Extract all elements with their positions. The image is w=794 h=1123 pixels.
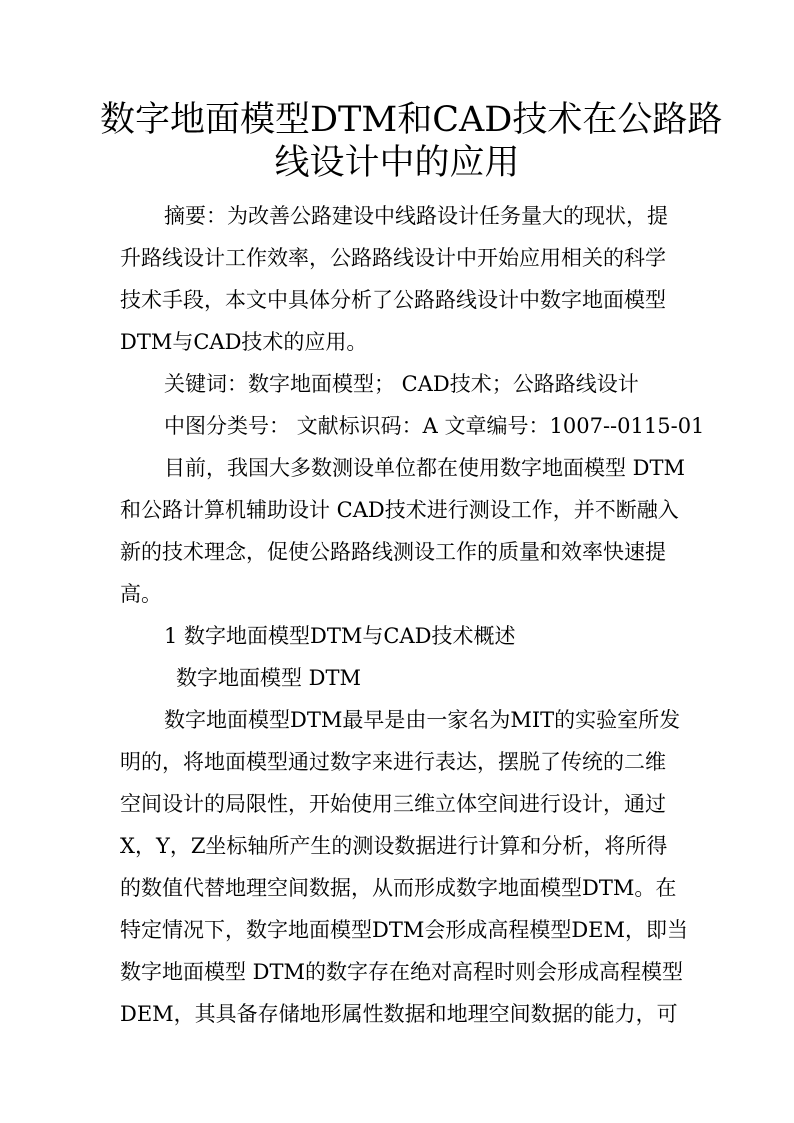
paragraph-line: X，Y，Z坐标轴所产生的测设数据进行计算和分析，将所得 xyxy=(120,834,668,858)
document-title-line-1: 数字地面模型DTM和CAD技术在公路路 xyxy=(100,100,723,140)
paragraph-line: 特定情况下，数字地面模型DTM会形成高程模型DEM，即当 xyxy=(120,918,689,942)
paragraph-line: 数字地面模型 DTM的数字存在绝对高程时则会形成高程模型 xyxy=(120,960,684,984)
subsection-heading: 数字地面模型 DTM xyxy=(176,666,362,690)
paragraph-line: 数字地面模型DTM最早是由一家名为MIT的实验室所发 xyxy=(164,708,681,732)
paragraph-line: 新的技术理念，促使公路路线测设工作的质量和效率快速提 xyxy=(120,540,666,564)
keywords-line: 关键词：数字地面模型； CAD技术；公路路线设计 xyxy=(164,372,639,396)
paragraph-line: DEM，其具备存储地形属性数据和地理空间数据的能力，可 xyxy=(120,1002,678,1026)
abstract-line: 摘要：为改善公路建设中线路设计任务量大的现状，提 xyxy=(164,204,668,228)
abstract-line: 升路线设计工作效率，公路路线设计中开始应用相关的科学 xyxy=(120,246,666,270)
paragraph-line: 和公路计算机辅助设计 CAD技术进行测设工作，并不断融入 xyxy=(120,498,679,522)
paragraph-line: 明的，将地面模型通过数字来进行表达，摆脱了传统的二维 xyxy=(120,750,666,774)
paragraph-line: 空间设计的局限性，开始使用三维立体空间进行设计，通过 xyxy=(120,792,666,816)
paragraph-line: 的数值代替地理空间数据，从而形成数字地面模型DTM。在 xyxy=(120,876,677,900)
section-heading: 1 数字地面模型DTM与CAD技术概述 xyxy=(164,624,516,648)
classification-line: 中图分类号： 文献标识码：A 文章编号：1007--0115-01 xyxy=(164,414,705,438)
document-title-line-2: 线设计中的应用 xyxy=(274,143,520,183)
abstract-line: 技术手段，本文中具体分析了公路路线设计中数字地面模型 xyxy=(120,288,666,312)
abstract-line: DTM与CAD技术的应用。 xyxy=(120,330,368,354)
paragraph-line: 目前，我国大多数测设单位都在使用数字地面模型 DTM xyxy=(164,456,686,480)
paragraph-line: 高。 xyxy=(120,582,162,606)
